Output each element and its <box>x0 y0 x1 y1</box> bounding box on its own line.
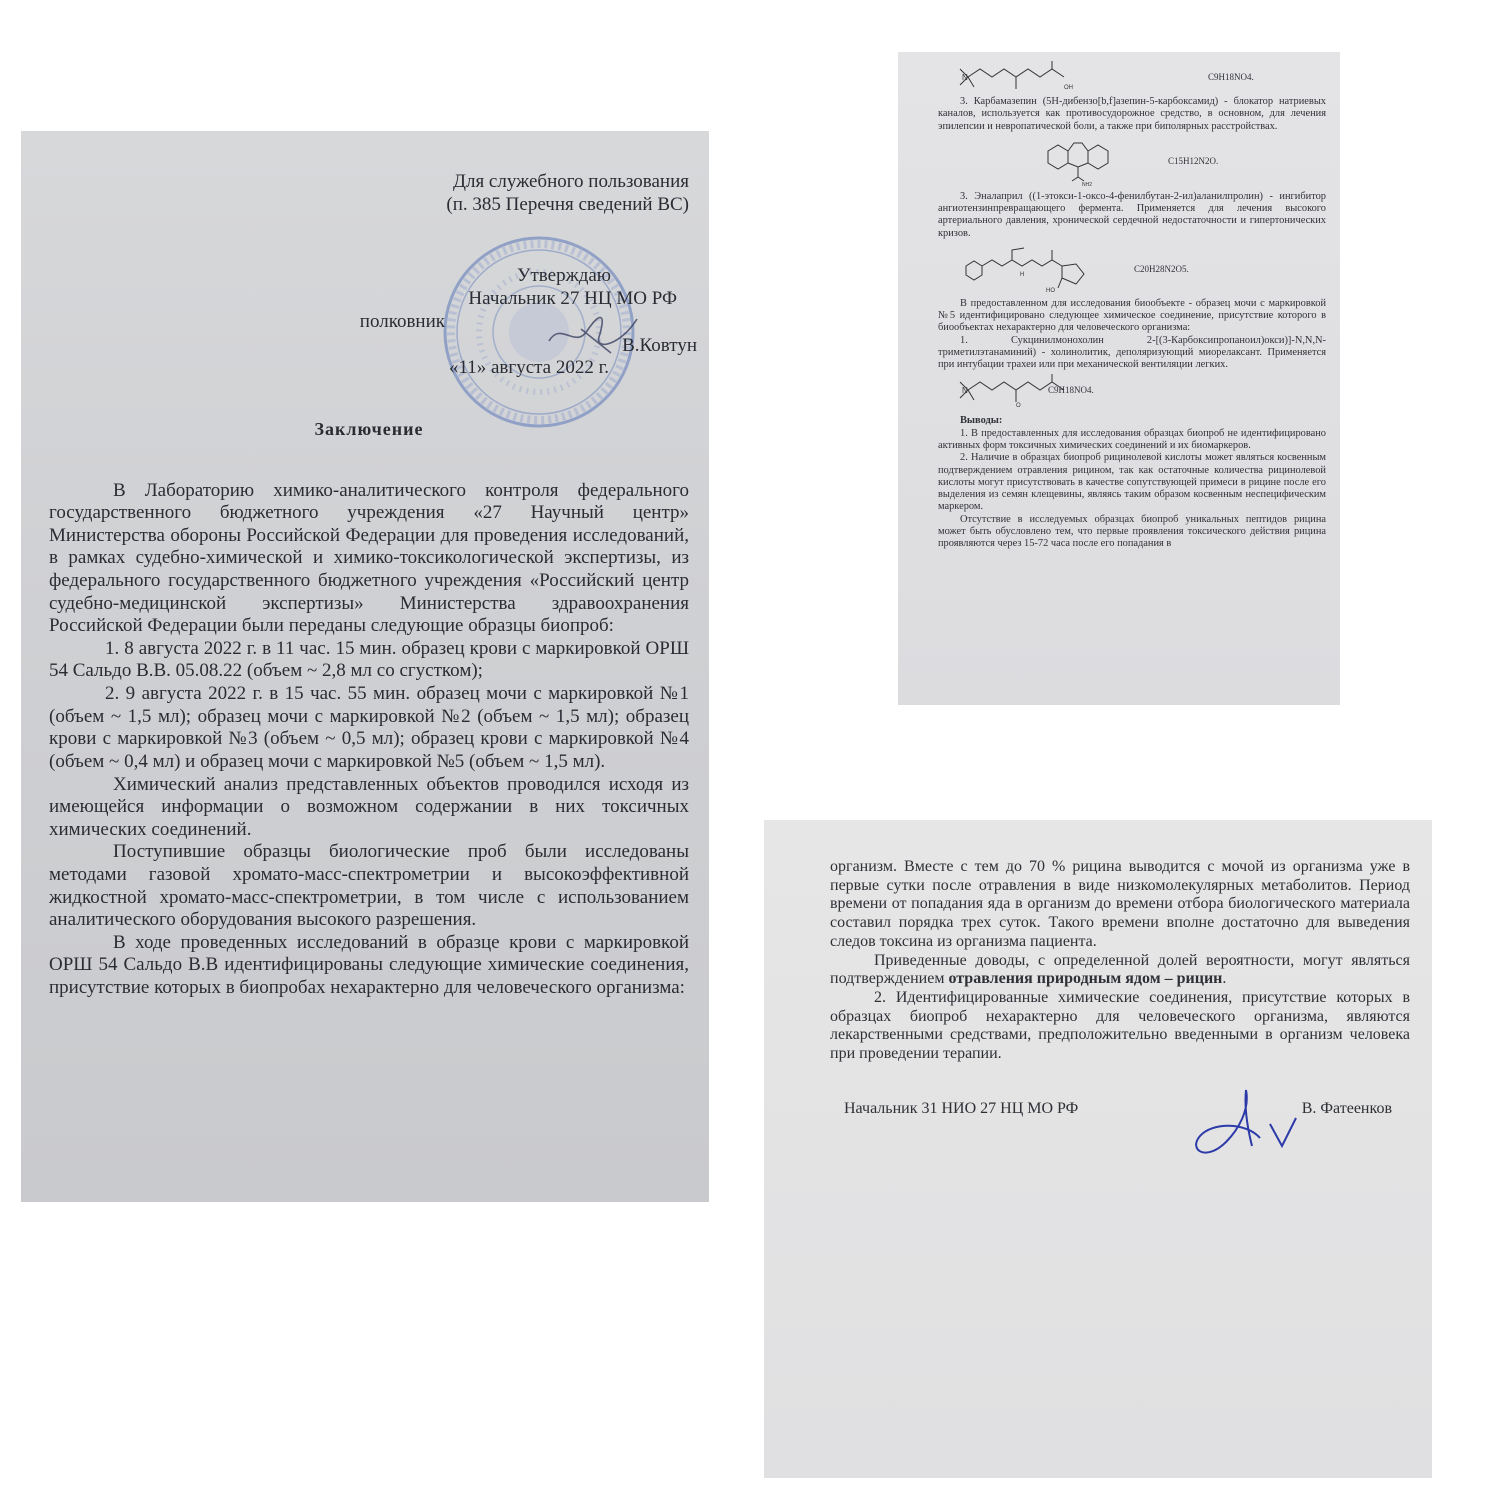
approve-position: Начальник 27 НЦ МО РФ <box>468 287 677 309</box>
ricin-text-start: Приведенные доводы, с определенной долей вероятности, могут являться подтверждением <box>830 951 1410 988</box>
paragraph-urine-sample: В предоставленном для исследования биообъекте - образец мочи с маркировкой №5 идентифицировано следующее химическое соединение, присутствие которого в биообъектах нехарактерно для человеческого организма: <box>938 297 1326 334</box>
structure-ho: HO <box>1046 287 1055 294</box>
structure-atom-n: N <box>962 73 968 82</box>
conclusion-2: 2. Наличие в образцах биопроб рицинолевой кислоты может являться косвенным подтверждением отравления рицином, так как остаточные количества рицинолевой кислоты могут присутствовать в качестве сопутствующей примеси в рицине после его выделения из семян клещевины, являясь таким образом косвенным неспецифическим маркером. <box>938 452 1326 513</box>
structure-nh2: NH2 <box>1082 181 1093 187</box>
formula-1: C9H18NO4. <box>1208 71 1254 82</box>
approve-name: В.Ковтун <box>622 334 697 356</box>
classification-line-1: Для служебного пользования <box>453 171 689 192</box>
paragraph-findings: В ходе проведенных исследований в образце крови с маркировкой ОРШ 54 Сальдо В.В идентифицированы следующие химические соединения, присутствие которых в биопробах нехарактерно для человеческого организма: <box>49 931 689 998</box>
approve-word: Утверждаю <box>517 264 611 286</box>
conclusions-title: Выводы: <box>960 415 1003 427</box>
paragraph-continuation: организм. Вместе с тем до 70 % рицина выводится с мочой из организма уже в первые сутки после отравления в виде низкомолекулярных метаболитов. Период времени от попадания яда в организм до времени отбора биологического материала составил порядка трех суток. Такого времени вполне достаточно для выведения следов токсина из организма пациента. <box>830 858 1410 950</box>
formula-4: C9H18NO4. <box>1048 385 1094 396</box>
document-body <box>49 480 689 1000</box>
document-page-3 <box>764 820 1432 1478</box>
paragraph-ricin-conclusion <box>830 952 1410 989</box>
structure-h: H <box>1020 271 1025 278</box>
ricin-text-end: . <box>1222 970 1227 988</box>
paragraph-carbamazepine: 3. Карбамазепин (5Н-дибензо[b,f]азепин-5-карбоксамид) - блокатор натриевых каналов, используется как противосудорожное средство, в основном, для лечения эпилепсии и невропатической боли, а также при биполярных расстройствах. <box>938 96 1326 132</box>
signature-fateenkov <box>1186 1080 1316 1170</box>
paragraph-enalapril: 3. Эналаприл ((1-этокси-1-оксо-4-фенилбутан-2-ил)аланилпролин) - ингибитор ангиотензинпревращающего фермента. Применяется для лечения высокого артериального давления, хронической сердечной недостаточности и гипертонических кризов. <box>938 190 1326 239</box>
structure-atom-n-2: N <box>962 386 968 396</box>
structure-row-4 <box>938 371 1326 409</box>
chemical-structure-enalapril <box>958 244 1128 294</box>
paragraph-analysis: Химический анализ представленных объектов проводился исходя из имеющейся информации о возможном содержании в них токсичных химических соединений. <box>49 773 689 840</box>
signer-name: В. Фатеенков <box>1301 1099 1392 1117</box>
structure-row-3 <box>938 244 1326 294</box>
chemical-structure-succinylcholine <box>938 59 1088 95</box>
formula-3: C20H28N2O5. <box>1134 263 1189 274</box>
approval-block <box>49 264 697 378</box>
conclusion-1: 1. В предоставленных для исследования образцах биопроб не идентифицировано активных форм токсичных химических соединений и их биомаркеров. <box>938 427 1326 451</box>
document-page-1 <box>21 131 709 1202</box>
ricin-text-bold: отравления природным ядом – рицин <box>948 970 1223 988</box>
paragraph-methods: Поступившие образцы биологические проб были исследованы методами газовой хромато-масс-спектрометрии и высокоэффективной жидкостной хромато-масс-спектрометрии, в том числе с использованием аналитического оборудования высокого разрешения. <box>49 841 689 931</box>
formula-2: C15H12N2O. <box>1168 156 1219 167</box>
document-page-2 <box>898 52 1340 705</box>
approve-date: «11» августа 2022 г. <box>448 356 609 378</box>
classification-line-2: (п. 385 Перечня сведений ВС) <box>446 193 689 215</box>
structure-row-1 <box>938 58 1326 96</box>
signature-block <box>830 1100 1410 1160</box>
structure-atom-oh: OH <box>1064 85 1073 91</box>
structure-row-2 <box>938 137 1326 187</box>
conclusion-3: Отсутствие в исследуемых образцах биопроб уникальных пептидов рицина может быть обусловлено тем, что первые проявления токсического действия рицина проявляются через 15-72 часа после его попадания в <box>938 513 1326 550</box>
paragraph-succinylmonocholine: 1. Сукцинилмонохолин 2-[(3-Карбоксипропаноил)окси)]-N,N,N-триметилэтанаминий) - холинолитик, деполяризующий миорелаксант. Применяется при интубации трахеи или при механической вентиляции легких. <box>938 334 1326 371</box>
chemical-structure-carbamazepine <box>998 137 1158 187</box>
classification-header <box>49 171 689 217</box>
approve-rank: полковник <box>359 310 445 332</box>
paragraph-drugs-conclusion: 2. Идентифицированные химические соединения, присутствие которых в образцах биопроб нехарактерно для человеческого организма, являются лекарственными средствами, предположительно введенными в организм человека при проведении терапии. <box>830 989 1410 1063</box>
paragraph-item-2: 2. 9 августа 2022 г. в 15 час. 55 мин. образец мочи с маркировкой №1 (объем ~ 1,5 мл); образец мочи с маркировкой №2 (объем ~ 1,5 мл); образец крови с маркировкой №3 (объем ~ 0,5 мл); образец крови с маркировкой №4 (объем ~ 0,4 мл) и образец мочи с маркировкой №5 (объем ~ 1,5 мл). <box>49 683 689 772</box>
signer-position: Начальник 31 НИО 27 НЦ МО РФ <box>844 1099 1079 1117</box>
paragraph-item-1: 1. 8 августа 2022 г. в 11 час. 15 мин. образец крови с маркировкой ОРШ 54 Сальдо В.В. 05.08.22 (объем ~ 2,8 мл со сгустком); <box>49 637 689 682</box>
paragraph-intro: В Лабораторию химико-аналитического контроля федерального государственного бюджетного учреждения «27 Научный центр» Министерства обороны Российской Федерации для проведения исследований, в рамках судебно-химической и химико-токсикологической экспертизы, из федерального государственного бюджетного учреждения «Российский центр судебно-медицинской экспертизы» Министерства здравоохранения Российской Федерации были переданы следующие образцы биопроб: <box>49 479 689 637</box>
document-title: Заключение <box>314 418 424 439</box>
structure-atom-o: O <box>1016 403 1021 409</box>
